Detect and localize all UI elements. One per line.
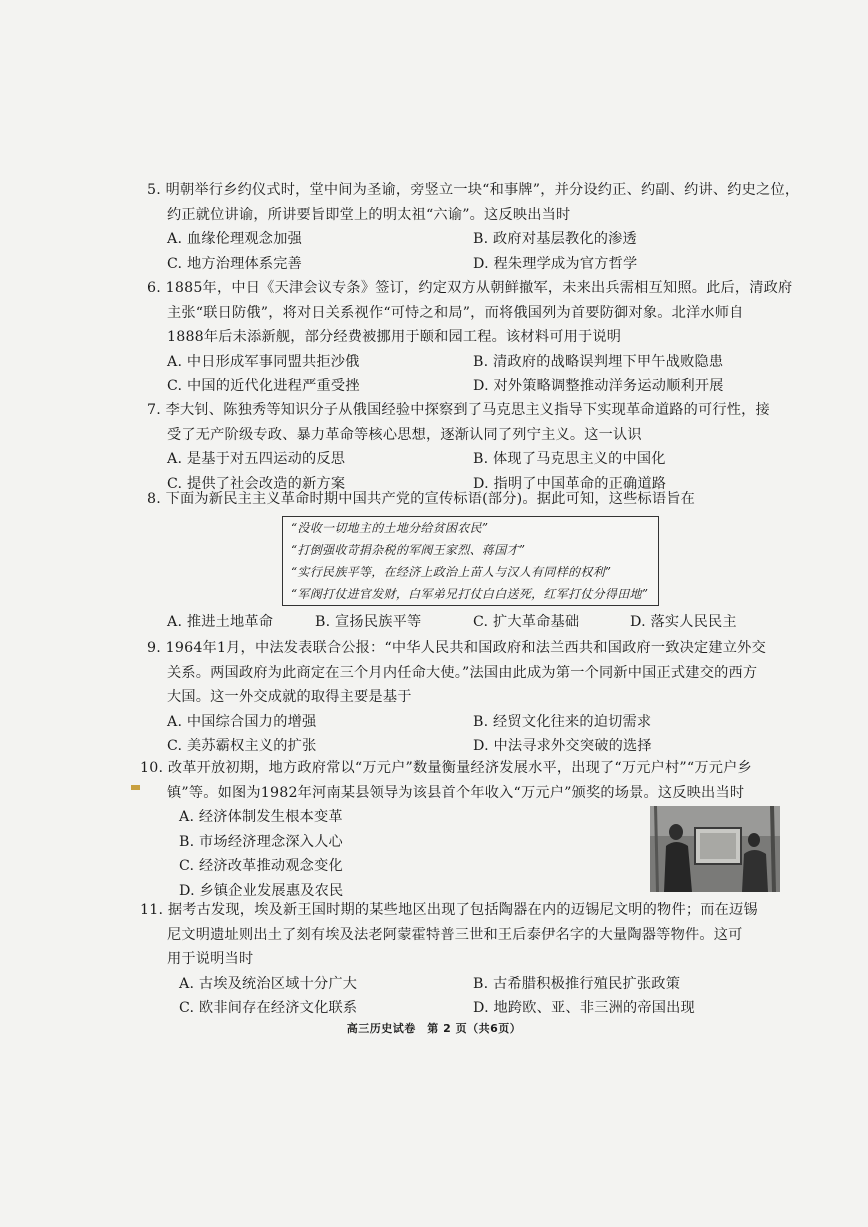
question-9-option-d: D. 中法寻求外交突破的选择 (473, 738, 652, 754)
question-7-option-b: B. 体现了马克思主义的中国化 (473, 451, 666, 467)
award-photo (650, 806, 780, 892)
question-7-option-a: A. 是基于对五四运动的反思 (167, 451, 346, 467)
question-5-stem-line: 约正就位讲谕，所讲要旨即堂上的明太祖“六谕”。这反映出当时 (167, 206, 571, 223)
slogan-box (282, 516, 659, 606)
slogan: “军阀打仗进官发财，白军弟兄打仗白白送死，红军打仗分得田地” (291, 587, 649, 601)
question-5-option-c: C. 地方治理体系完善 (167, 255, 303, 272)
question-11-option-b: B. 古希腊积极推行殖民扩张政策 (473, 975, 681, 992)
question-11-stem-line: 尼文明遗址则出土了刻有埃及法老阿蒙霍特普三世和王后泰伊名字的大量陶器等物件。这可 (167, 926, 743, 943)
slogan: “没收一切地主的土地分给贫困农民” (291, 521, 489, 535)
question-8-option-d: D. 落实人民民主 (630, 614, 737, 630)
question-8-option-b: B. 宣扬民族平等 (315, 614, 422, 630)
question-6-option-b: B. 清政府的战略误判埋下甲午战败隐患 (473, 353, 724, 370)
question-5 (147, 178, 800, 276)
question-5-option-d: D. 程朱理学成为官方哲学 (473, 255, 638, 272)
question-6-option-d: D. 对外策略调整推动洋务运动顺利开展 (473, 378, 724, 394)
question-5-option-a: A. 血缘伦理观念加强 (167, 231, 302, 247)
question-6 (147, 276, 793, 399)
question-11-option-c: C. 欧非间存在经济文化联系 (179, 1000, 358, 1016)
question-7 (147, 398, 787, 496)
question-9 (147, 636, 787, 759)
question-6-stem-line: 6. 1885年，中日《天津会议专条》签订，约定双方从朝鲜撤军，未来出兵需相互知照。此后，清政府 (147, 280, 793, 296)
question-8 (147, 487, 787, 512)
question-10-stem-line: 镇”等。如图为1982年河南某县领导为该县首个年收入“万元户”颁奖的场景。这反映出当时 (167, 784, 745, 801)
question-6-option-c: C. 中国的近代化进程严重受挫 (167, 378, 360, 394)
question-8-options (147, 610, 787, 635)
question-10-option-d: D. 乡镇企业发展惠及农民 (179, 882, 344, 899)
question-5-stem-line: 5. 明朝举行乡约仪式时，堂中间为圣谕，旁竖立一块“和事牌”，并分设约正、约副、约讲、约史之位， (147, 182, 800, 198)
question-11-option-a: A. 古埃及统治区域十分广大 (179, 975, 358, 992)
question-9-stem-line: 大国。这一外交成就的取得主要是基于 (167, 689, 412, 705)
question-5-option-b: B. 政府对基层教化的渗透 (473, 231, 637, 247)
question-10-stem-line: 10. 改革开放初期，地方政府常以“万元户”数量衡量经济发展水平，出现了“万元户村”“万元户乡 (140, 760, 752, 776)
question-11 (140, 898, 780, 1021)
question-9-stem-line: 关系。两国政府为此商定在三个月内任命大使。”法国由此成为第一个同新中国正式建交的西方 (167, 664, 758, 681)
question-10-option-c: C. 经济改革推动观念变化 (179, 858, 343, 874)
question-7-option-d: D. 指明了中国革命的正确道路 (473, 475, 667, 492)
question-7-option-c: C. 提供了社会改造的新方案 (167, 475, 346, 492)
question-9-option-c: C. 美苏霸权主义的扩张 (167, 738, 317, 754)
question-8-option-a: A. 推进土地革命 (167, 614, 274, 630)
question-6-stem-line: 1888年后未添新舰，部分经费被挪用于颐和园工程。该材料可用于说明 (167, 329, 622, 345)
question-6-stem-line: 主张“联日防俄”，将对日关系视作“可恃之和局”，而将俄国列为首要防御对象。北洋水师自 (167, 304, 744, 321)
slogan: “实行民族平等，在经济上政治上苗人与汉人有同样的权利” (291, 565, 612, 579)
margin-mark (131, 785, 140, 790)
question-9-option-a: A. 中国综合国力的增强 (167, 713, 317, 730)
page-footer: 高三历史试卷 第 2 页（共6页） (346, 1022, 522, 1035)
question-10-option-b: B. 市场经济理念深入人心 (179, 833, 343, 850)
question-7-stem-line: 受了无产阶级专政、暴力革命等核心思想，逐渐认同了列宁主义。这一认识 (167, 426, 642, 443)
question-9-option-b: B. 经贸文化往来的迫切需求 (473, 713, 652, 730)
question-11-stem-line: 用于说明当时 (167, 951, 254, 967)
award-photo-illustration (650, 806, 780, 892)
question-10-option-a: A. 经济体制发生根本变革 (179, 809, 343, 825)
question-6-option-a: A. 中日形成军事同盟共拒沙俄 (167, 353, 360, 370)
question-9-stem-line: 9. 1964年1月，中法发表联合公报：“中华人民共和国政府和法兰西共和国政府一致决定建立外交 (147, 640, 766, 656)
question-8-option-c: C. 扩大革命基础 (473, 614, 580, 630)
slogan: “打倒强收苛捐杂税的军阀王家烈、蒋国才” (291, 543, 526, 557)
question-8-stem-line: 8. 下面为新民主主义革命时期中国共产党的宣传标语(部分)。据此可知，这些标语旨在 (147, 491, 696, 507)
question-7-stem-line: 7. 李大钊、陈独秀等知识分子从俄国经验中探察到了马克思主义指导下实现革命道路的可行性，接 (147, 402, 770, 418)
question-11-stem-line: 11. 据考古发现，埃及新王国时期的某些地区出现了包括陶器在内的迈锡尼文明的物件；而在迈锡 (140, 902, 758, 918)
question-11-option-d: D. 地跨欧、亚、非三洲的帝国出现 (473, 1000, 695, 1016)
